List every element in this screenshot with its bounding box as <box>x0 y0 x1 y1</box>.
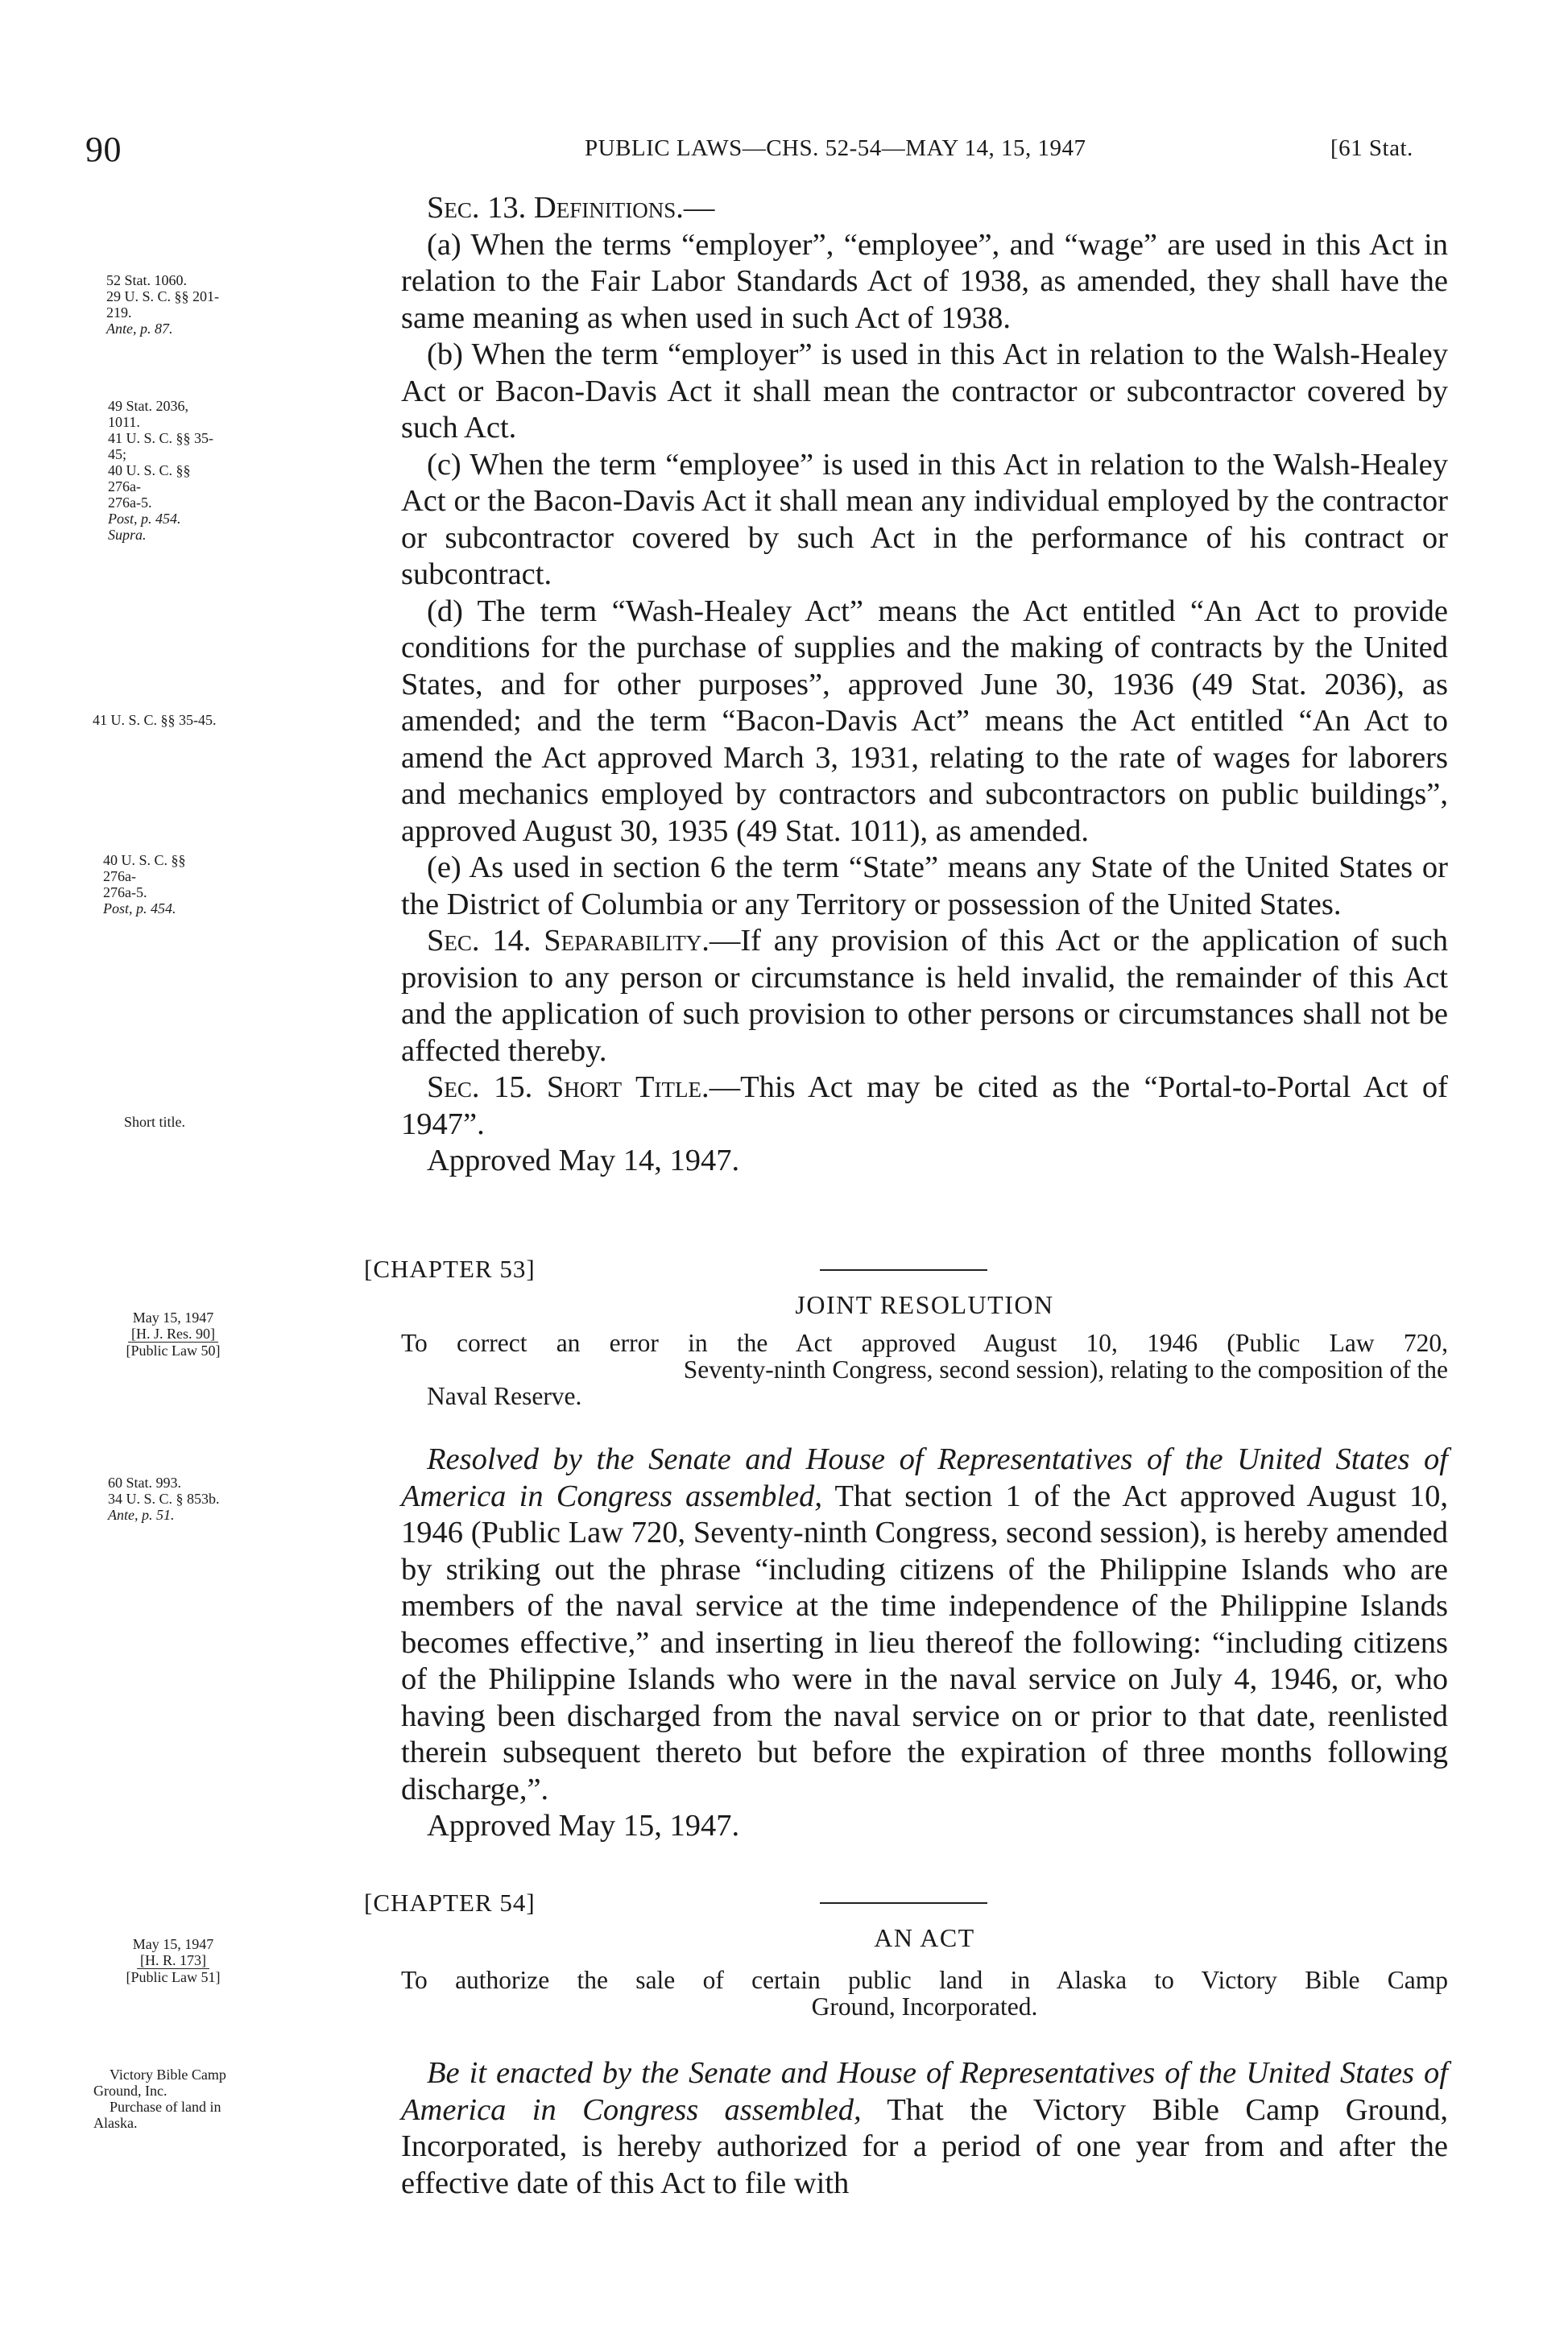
section-13-c: (c) When the term “employee” is used in this Act in relation to the Walsh-Healey Act or the Bacon-Davis Act it shall mean any individual employed by the contractor or subcontractor covered by such Act in the performance of his contract or subcontract. <box>401 447 1448 591</box>
margin-note-short-title: Short title. <box>124 1114 185 1130</box>
chapter-54-enacting-clause: Be it enacted by the Senate and House of Representatives of the United States of America in Congress assembled, <box>401 2056 1448 2127</box>
approved-may-15: Approved May 15, 1947. <box>427 1809 740 1843</box>
approved-may-14: Approved May 14, 1947. <box>427 1144 740 1177</box>
margin-note-public-law-50: May 15, 1947 [H. J. Res. 90] [Public Law 50] <box>126 1310 221 1359</box>
section-15-heading: Sec. 15. Short Title. <box>427 1070 710 1104</box>
chapter-54-purpose <box>401 1967 1448 2020</box>
margin-note-walsh-healey: 41 U. S. C. §§ 35-45. <box>93 712 217 728</box>
volume-reference: [61 Stat. <box>1330 135 1413 161</box>
chapter-54-text: That the Victory Bible Camp Ground, Incorporated, is hereby authorized for a period of one year from and after the effective date of this Act to file with <box>401 2092 1448 2200</box>
chapter-54-purpose-line-1: To authorize the sale of certain public land in Alaska to Victory Bible Camp <box>401 1966 1448 1994</box>
margin-note-victory-bible-camp: Victory Bible Camp Ground, Inc. Purchase of land in Alaska. <box>93 2067 226 2131</box>
chapter-53-purpose-line-1: To correct an error in the Act approved August 10, 1946 (Public Law 720, <box>401 1329 1448 1357</box>
section-15-text: —This Act may be cited as the “Portal-to-Portal Act of 1947”. <box>401 1070 1448 1141</box>
chapter-54-label: [CHAPTER 54] <box>364 1889 536 1917</box>
running-title: PUBLIC LAWS—CHS. 52-54—MAY 14, 15, 1947 <box>585 135 1086 161</box>
page-number: 90 <box>85 130 122 169</box>
chapter-53-purpose <box>401 1330 1448 1409</box>
sections-13-15 <box>401 190 1448 1180</box>
chapter-53-text: That section 1 of the Act approved August 10, 1946 (Public Law 720, Seventy-ninth Congress, second session), is hereby amended by striking out the phrase “including citizens of the Philippine Islands who are members of the naval service at the time independence of the Philippine Islands becomes effective,” and inserting in lieu thereof the following: “including citizens of the Philippine Islands who were in the naval service on July 4, 1946, or, who having been discharged from the naval service on or prior to that date, reenlisted therein subsequent thereto but before the expiration of three months following discharge,”. <box>401 1479 1448 1806</box>
section-13-e: (e) As used in section 6 the term “State” means any State of the United States or the District of Columbia or any Territory or possession of the United States. <box>401 850 1448 921</box>
chapter-54-heading: AN ACT <box>874 1923 975 1952</box>
section-13-heading: Sec. 13. Definitions.— <box>427 191 715 225</box>
chapter-53-purpose-line-3: Naval Reserve. <box>427 1382 582 1410</box>
chapter-54-body <box>401 2055 1448 2202</box>
margin-note-bacon-davis: 40 U. S. C. §§ 276a- 276a-5. Post, p. 454. <box>103 852 186 916</box>
section-13-a: (a) When the terms “employer”, “employee”, and “wage” are used in this Act in relation to the Fair Labor Standards Act of 1938, as amended, they shall have the same meaning as when used in such Act of 1938. <box>401 227 1448 335</box>
margin-note-naval-reserve: 60 Stat. 993. 34 U. S. C. § 853b. Ante, p. 51. <box>108 1475 220 1523</box>
chapter-53-body <box>401 1442 1448 1845</box>
section-13-d: (d) The term “Wash-Healey Act” means the Act entitled “An Act to provide conditions for the purchase of supplies and the making of contracts by the United States, and for other purposes”, approved June 30, 1936 (49 Stat. 2036), as amended; and the term “Bacon-Davis Act” means the Act entitled “An Act to amend the Act approved March 3, 1931, relating to the rate of wages for laborers and mechanics employed by contractors and subcontractors on public buildings”, approved August 30, 1935 (49 Stat. 1011), as amended. <box>401 594 1448 848</box>
chapter-54-rule <box>820 1902 987 1904</box>
section-15 <box>401 1070 1448 1143</box>
section-14-heading: Sec. 14. Separability. <box>427 924 710 958</box>
chapter-53-label: [CHAPTER 53] <box>364 1255 536 1283</box>
chapter-53-resolution <box>401 1442 1448 1808</box>
section-13-b: (b) When the term “employer” is used in this Act in relation to the Walsh-Healey Act or Bacon-Davis Act it shall mean the contractor or subcontractor covered by such Act. <box>401 337 1448 445</box>
chapter-53-enacting-clause: Resolved by the Senate and House of Representatives of the United States of America in Congress assembled, <box>401 1442 1448 1513</box>
margin-note-public-law-51: May 15, 1947 [H. R. 173] [Public Law 51] <box>126 1936 221 1985</box>
margin-note-walsh-bacon: 49 Stat. 2036, 1011. 41 U. S. C. §§ 35-45; 40 U. S. C. §§ 276a- 276a-5. Post, p. 454. Supra. <box>108 398 214 543</box>
margin-note-flsa: 52 Stat. 1060. 29 U. S. C. §§ 201- 219. Ante, p. 87. <box>106 272 220 337</box>
section-14-text: —If any provision of this Act or the application of such provision to any person or circumstance is held invalid, the remainder of this Act and the application of such provision to other persons or circumstances shall not be affected thereby. <box>401 924 1448 1068</box>
chapter-54-enactment <box>401 2055 1448 2202</box>
chapter-53-rule <box>820 1269 987 1271</box>
chapter-53-heading: JOINT RESOLUTION <box>795 1290 1054 1319</box>
section-14 <box>401 923 1448 1070</box>
chapter-53-purpose-line-2: Seventy-ninth Congress, second session), relating to the composition of the <box>683 1355 1448 1384</box>
chapter-54-purpose-line-2: Ground, Incorporated. <box>811 1992 1038 2021</box>
